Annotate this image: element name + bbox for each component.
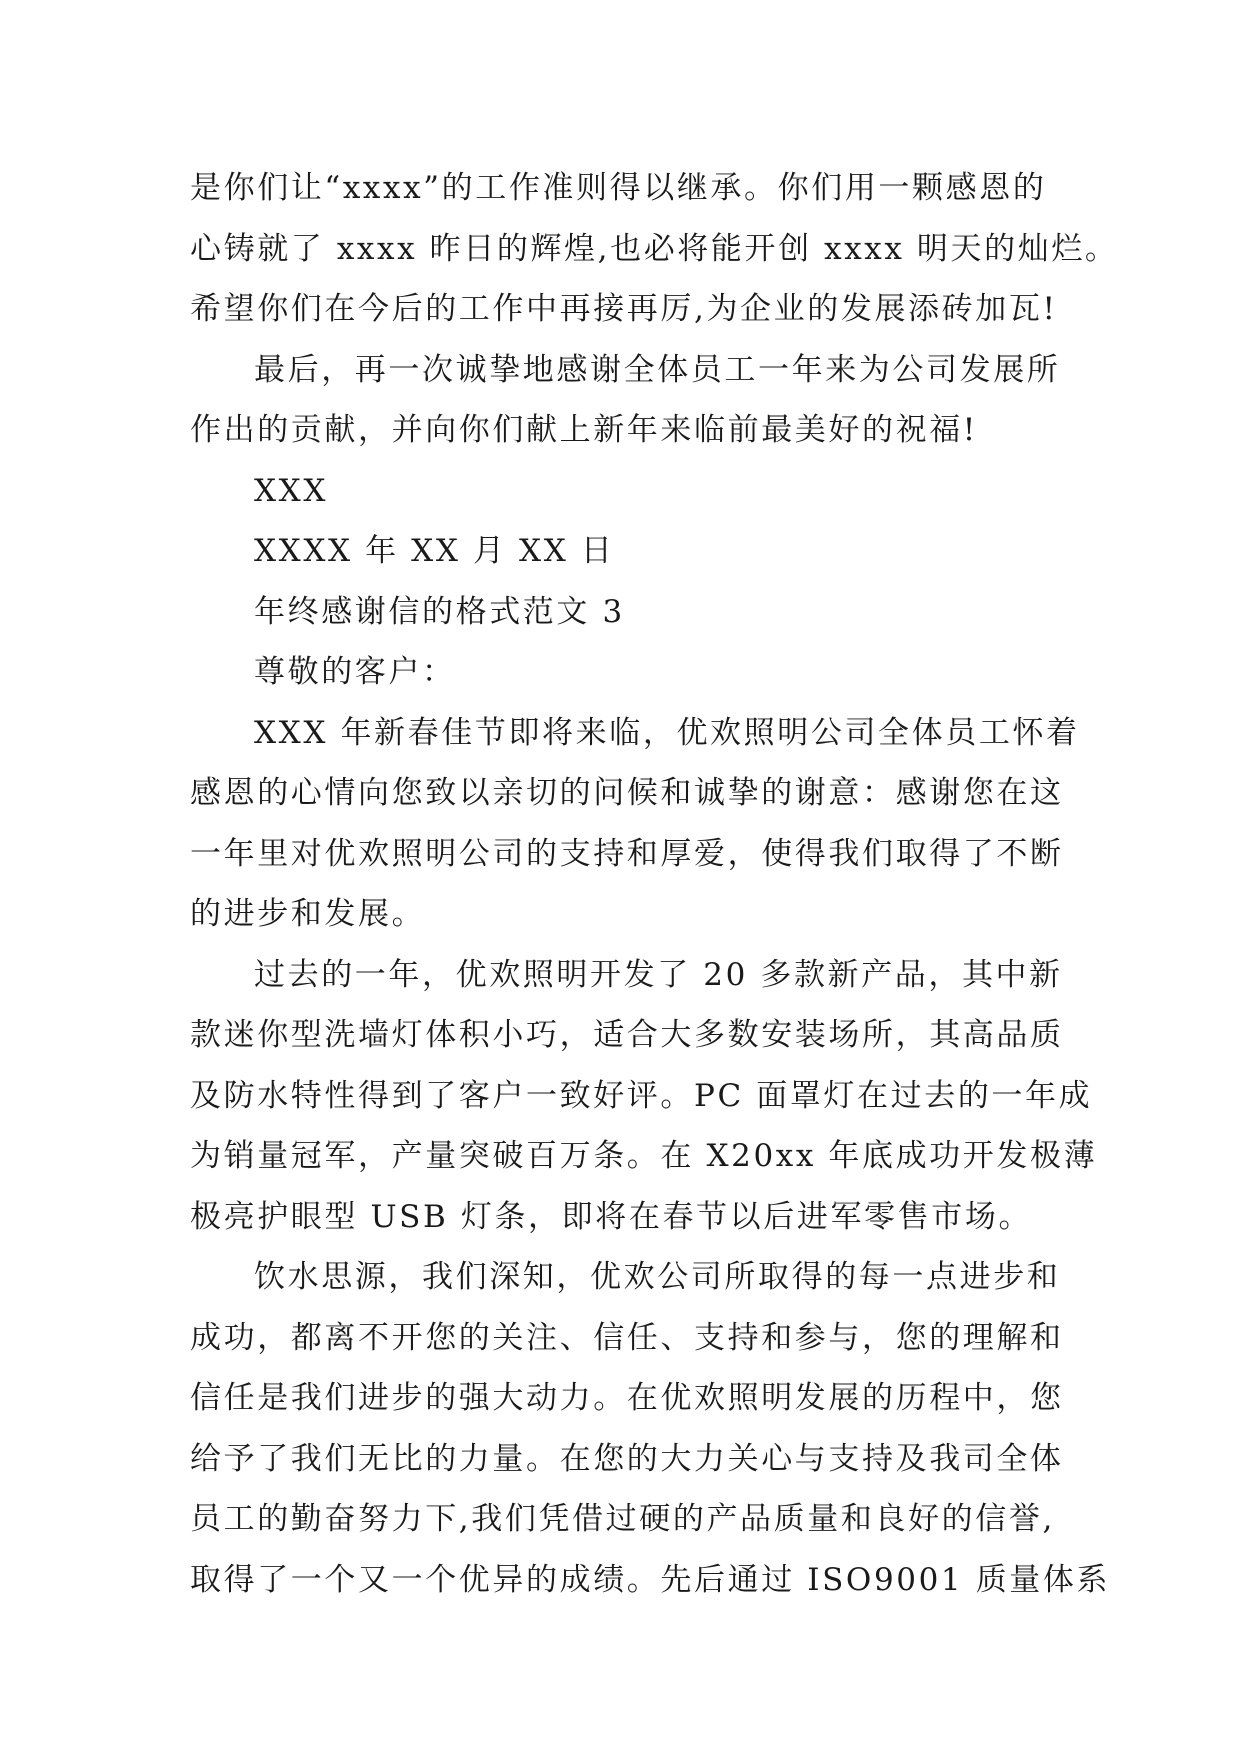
text-line: 的进步和发展。 [190, 896, 426, 932]
text-line: 款迷你型洗墙灯体积小巧，适合大多数安装场所，其高品质 [190, 1017, 1064, 1053]
text-line: XXX 年新春佳节即将来临，优欢照明公司全体员工怀着 [254, 714, 1080, 751]
text-line: 最后，再一次诚挚地感谢全体员工一年来为公司发展所 [254, 351, 1061, 388]
text-line: 感恩的心情向您致以亲切的问候和诚挚的谢意：感谢您在这 [190, 775, 1064, 811]
text-line: 及防水特性得到了客户一致好评。PC 面罩灯在过去的一年成 [190, 1077, 1093, 1114]
text-line: 是你们让“xxxx”的工作准则得以继承。你们用一颗感恩的 [190, 170, 1047, 206]
text-line: 员工的勤奋努力下,我们凭借过硬的产品质量和良好的信誉, [190, 1501, 1055, 1537]
text-line: 一年里对优欢照明公司的支持和厚爱，使得我们取得了不断 [190, 835, 1064, 872]
text-line: 年终感谢信的格式范文 3 [254, 593, 625, 630]
text-line: 作出的贡献，并向你们献上新年来临前最美好的祝福! [190, 412, 978, 448]
text-line: 成功，都离不开您的关注、信任、支持和参与，您的理解和 [190, 1319, 1064, 1356]
text-line: 饮水思源，我们深知，优欢公司所取得的每一点进步和 [254, 1259, 1061, 1295]
text-line: XXXX 年 XX 月 XX 日 [254, 533, 615, 569]
document-body [190, 158, 1119, 1610]
text-line: 给予了我们无比的力量。在您的大力关心与支持及我司全体 [190, 1440, 1064, 1477]
text-line: 信任是我们进步的强大动力。在优欢照明发展的历程中，您 [190, 1380, 1064, 1416]
text-line: 为销量冠军，产量突破百万条。在 X20xx 年底成功开发极薄 [190, 1138, 1098, 1174]
text-line: 极亮护眼型 USB 灯条，即将在春节以后进军零售市场。 [190, 1198, 1033, 1235]
text-line: 取得了一个又一个优异的成绩。先后通过 ISO9001 质量体系 [190, 1561, 1111, 1598]
text-line: 希望你们在今后的工作中再接再厉,为企业的发展添砖加瓦! [190, 291, 1058, 327]
text-line: 心铸就了 xxxx 昨日的辉煌,也必将能开创 xxxx 明天的灿烂。 [190, 230, 1119, 267]
text-line: 过去的一年，优欢照明开发了 20 多款新产品，其中新 [254, 956, 1063, 993]
text-line: 尊敬的客户： [254, 654, 456, 690]
text-line: XXX [254, 472, 329, 509]
